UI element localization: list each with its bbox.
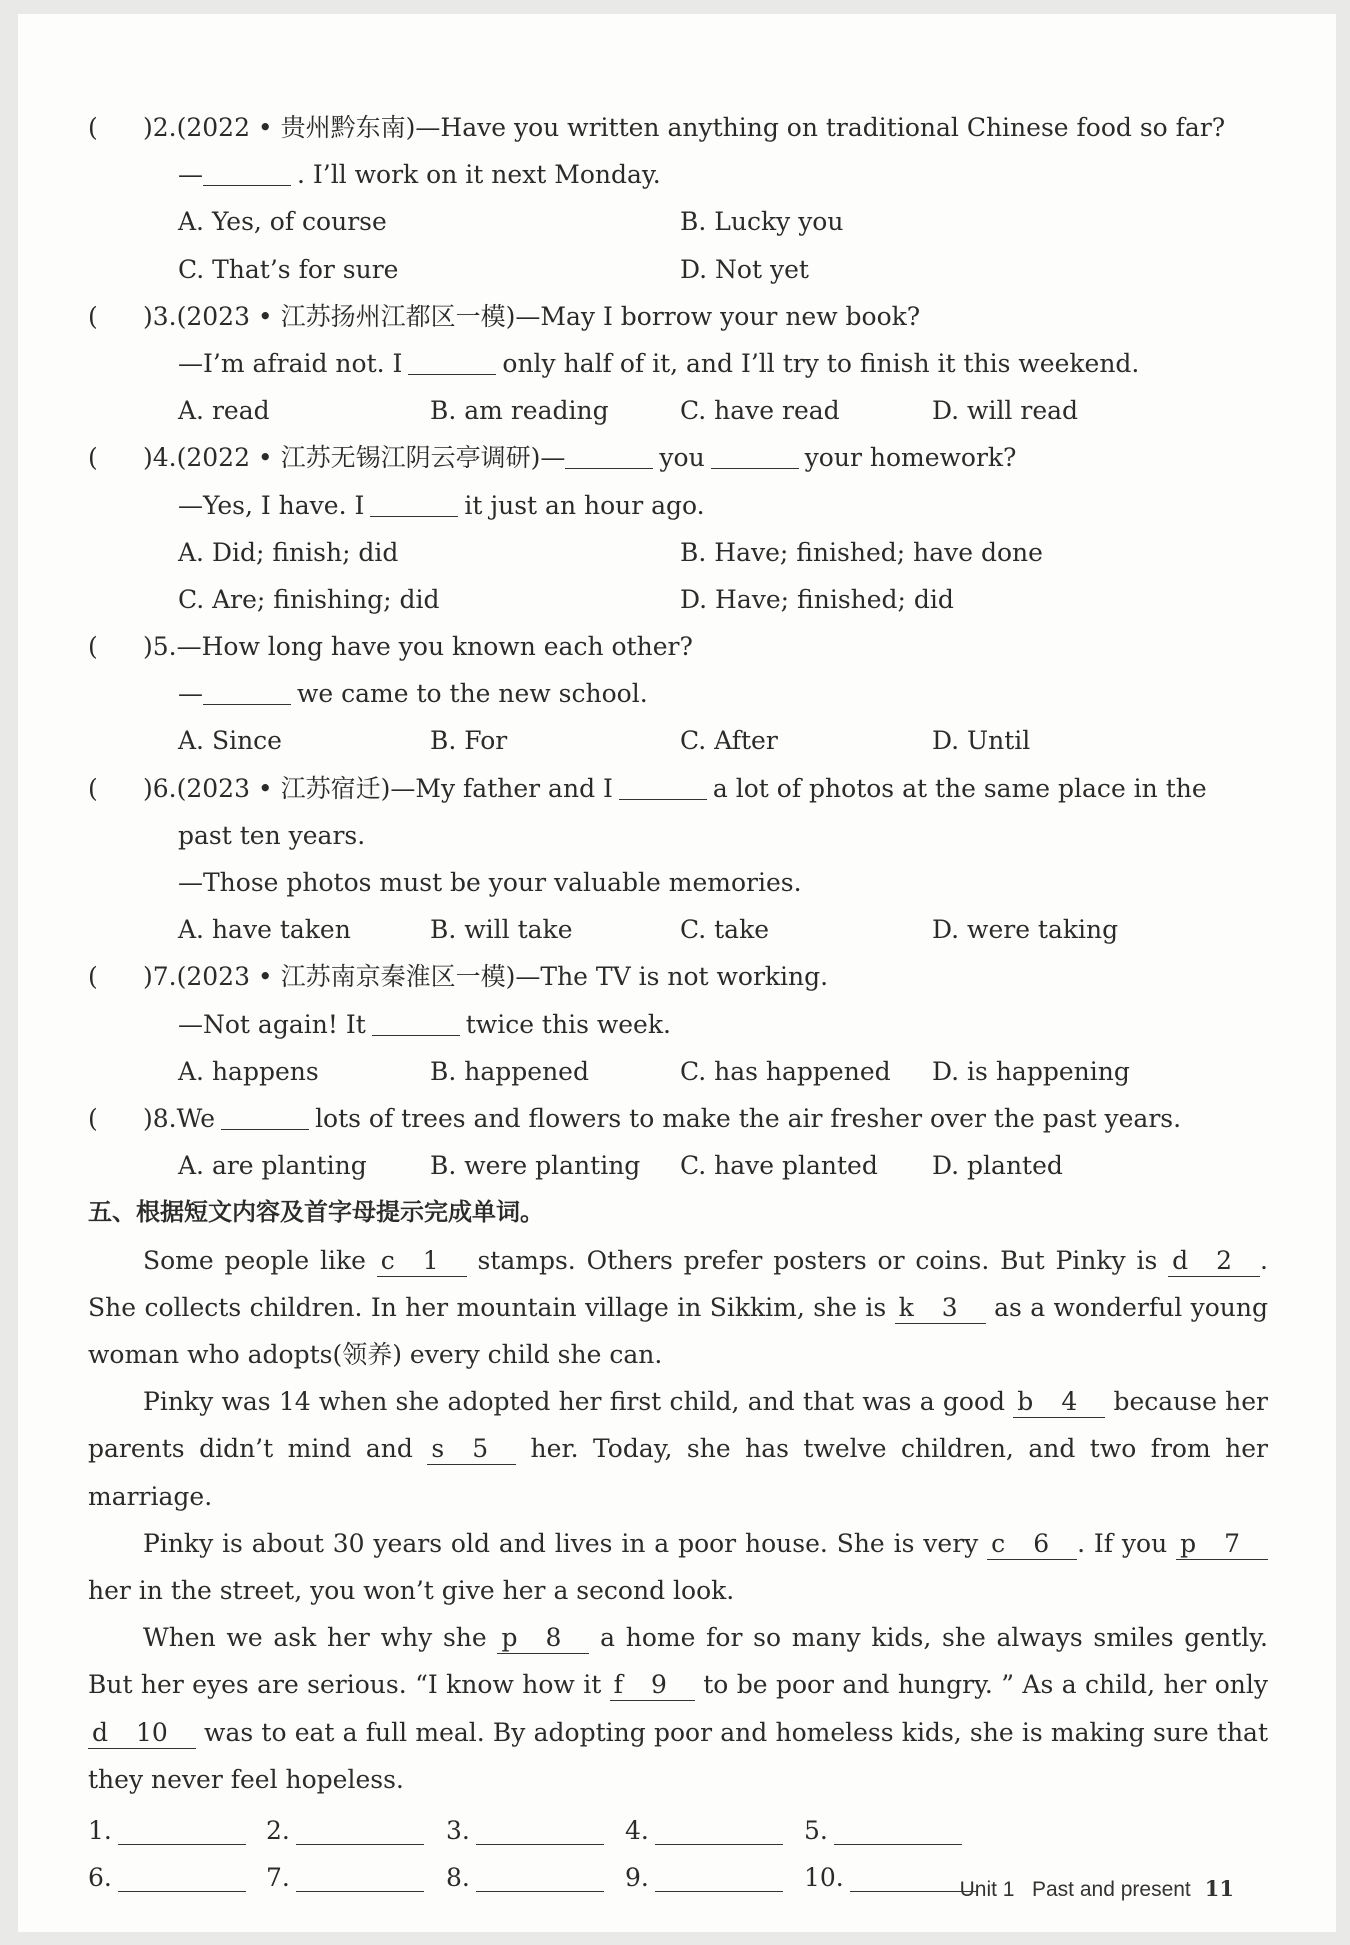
question-stem: —Have you written anything on traditional Chinese food so far? [415,113,1226,142]
option-c: C. Are; finishing; did [178,584,440,614]
word-gap-2[interactable]: d 2 [1168,1246,1260,1277]
question-source: (2023 • 江苏南京秦淮区一模) [176,962,516,992]
word-gap-10[interactable]: d 10 [88,1718,196,1749]
option-a: A. Did; finish; did [178,537,399,567]
option-a: A. are planting [178,1151,367,1181]
option-c: C. take [680,915,770,945]
fill-blank[interactable] [203,160,291,186]
option-c: C. After [680,726,778,756]
answer-paren: ( [88,301,98,331]
word-gap-6[interactable]: c 6 [987,1529,1077,1560]
answer-line-7[interactable] [296,1867,424,1892]
question-2 [88,104,1268,151]
question-stem: —The TV is not working. [515,962,829,992]
question-stem: —How long have you known each other? [176,632,693,662]
word-gap-5[interactable]: s 5 [427,1434,516,1465]
passage-paragraph-3: Pinky is about 30 years old and lives in a poor house. She is very c 6 . If you p 7 her in the street, you won’t give her a second look. [88,1520,1268,1614]
option-a: A. Since [178,726,282,756]
question-6-reply: —Those photos must be your valuable memories. [178,868,802,897]
question-8-options [88,1142,1268,1189]
option-c: C. have read [680,396,840,426]
answer-line-4[interactable] [655,1820,783,1845]
question-3 [88,293,1268,340]
question-2-reply: — . I’ll work on it next Monday. [178,160,661,190]
fill-blank[interactable] [372,1010,460,1036]
fill-blank[interactable] [203,679,291,705]
unit-title: Unit 1 Past and present [959,1878,1191,1901]
answer-line-9[interactable] [655,1867,783,1892]
option-c: C. have planted [680,1151,878,1181]
section-title: 五、根据短文内容及首字母提示完成单词。 [88,1198,544,1227]
option-d: D. will read [932,396,1079,426]
page-number: 11 [1204,1876,1234,1901]
answer-paren: ( [88,113,98,142]
option-c: C. has happened [680,1056,891,1086]
option-b: B. happened [430,1056,589,1086]
answer-line-2[interactable] [296,1820,424,1845]
fill-blank[interactable] [565,443,653,469]
question-number: )3. [143,301,177,331]
option-d: D. Until [932,726,1031,756]
question-5-options [88,717,1268,764]
question-number: )7. [143,962,177,992]
question-source: (2023 • 江苏宿迁) [176,773,391,803]
fill-blank[interactable] [221,1104,309,1130]
question-source: (2023 • 江苏扬州江都区一模) [176,301,516,331]
answer-line-8[interactable] [476,1867,604,1892]
question-7-options [88,1048,1268,1095]
question-5 [88,623,1268,670]
question-6-stem-cont: past ten years. [178,820,366,850]
worksheet-page [18,14,1336,1932]
question-number: )8. [143,1103,177,1133]
answer-paren: ( [88,632,98,662]
page-footer [960,1876,1234,1902]
question-number: )4. [143,443,177,473]
content [88,104,1268,1901]
option-a: A. happens [178,1056,319,1086]
question-number: )6. [143,773,177,803]
option-d: D. Not yet [680,254,809,284]
option-a: A. Yes, of course [178,207,387,237]
option-b: B. am reading [430,396,609,426]
option-b: B. Lucky you [680,207,844,237]
word-gap-4[interactable]: b 4 [1013,1387,1105,1418]
question-source: (2022 • 江苏无锡江阴云亭调研) [176,443,541,473]
option-b: B. were planting [430,1151,641,1181]
option-a: A. read [178,396,270,426]
fill-blank[interactable] [370,491,458,517]
fill-blank[interactable] [711,443,799,469]
option-b: B. will take [430,915,573,945]
word-gap-7[interactable]: p 7 [1176,1529,1268,1560]
option-b: B. For [430,726,508,756]
answer-line-3[interactable] [476,1820,604,1845]
question-4-options-row2 [88,576,1268,623]
passage [88,1237,1268,1803]
question-number: )5. [143,632,177,662]
answer-paren: ( [88,773,98,803]
word-gap-8[interactable]: p 8 [497,1623,589,1654]
answer-paren: ( [88,1103,98,1133]
option-c: C. That’s for sure [178,254,399,284]
option-b: B. Have; finished; have done [680,537,1043,567]
answer-line-6[interactable] [118,1867,246,1892]
option-d: D. Have; finished; did [680,584,954,614]
answer-paren: ( [88,962,98,992]
option-d: D. were taking [932,915,1119,945]
passage-paragraph-2: Pinky was 14 when she adopted her first child, and that was a good b 4 because her parents didn’t mind and s 5 her. Today, she has twelve children, and two from her marriage. [88,1387,1269,1511]
answer-row-2: 6. 7. 8. 9. 10. [88,1854,1268,1901]
question-6: ( )6.(2023 • 江苏宿迁)—My father and I a lot of photos at the same place in the [88,765,1268,812]
question-4-reply: —Yes, I have. I it just an hour ago. [178,490,705,520]
answer-paren: ( [88,443,98,473]
question-6-options [88,906,1268,953]
question-3-reply: —I’m afraid not. I only half of it, and I’ll try to finish it this weekend. [178,348,1140,378]
question-7-reply: —Not again! It twice this week. [178,1009,671,1039]
question-2-options-row1 [88,198,1268,245]
option-d: D. planted [932,1151,1063,1181]
passage-paragraph-1: Some people like c 1 stamps. Others prefer posters or coins. But Pinky is d 2 . She collects children. In her mountain village in Sikkim, she is k 3 as a wonderful young woman who adopts(领养) every child she can. [88,1245,1268,1369]
question-4-options-row1 [88,529,1268,576]
answer-line-10[interactable] [850,1867,978,1892]
word-gap-9[interactable]: f 9 [610,1670,695,1701]
question-4: ( )4.(2022 • 江苏无锡江阴云亭调研)— you your homework? [88,434,1268,481]
passage-paragraph-4: When we ask her why she p 8 a home for so many kids, she always smiles gently. But her eyes are serious. “I know how it f 9 to be poor and hungry. ” As a child, her only d 10 was to eat a full meal. By adopting poor and homeless kids, she is making sure that they never feel hopeless. [88,1623,1269,1794]
fill-blank[interactable] [408,349,496,375]
question-stem: —May I borrow your new book? [515,301,921,331]
question-source: (2022 • 贵州黔东南) [176,113,416,142]
word-gap-1[interactable]: c 1 [377,1246,467,1277]
answer-row-1: 1. 2. 3. 4. 5. [88,1807,1268,1854]
question-number: )2. [143,113,177,142]
question-7 [88,953,1268,1000]
question-5-reply: — we came to the new school. [178,679,648,709]
answer-line-5[interactable] [834,1820,962,1845]
option-a: A. have taken [178,915,351,945]
fill-blank[interactable] [619,774,707,800]
question-3-options [88,387,1268,434]
word-gap-3[interactable]: k 3 [895,1293,986,1324]
question-2-options-row2 [88,246,1268,293]
question-8: ( )8.We lots of trees and flowers to make the air fresher over the past years. [88,1095,1268,1142]
answer-line-1[interactable] [118,1820,246,1845]
option-d: D. is happening [932,1056,1130,1086]
